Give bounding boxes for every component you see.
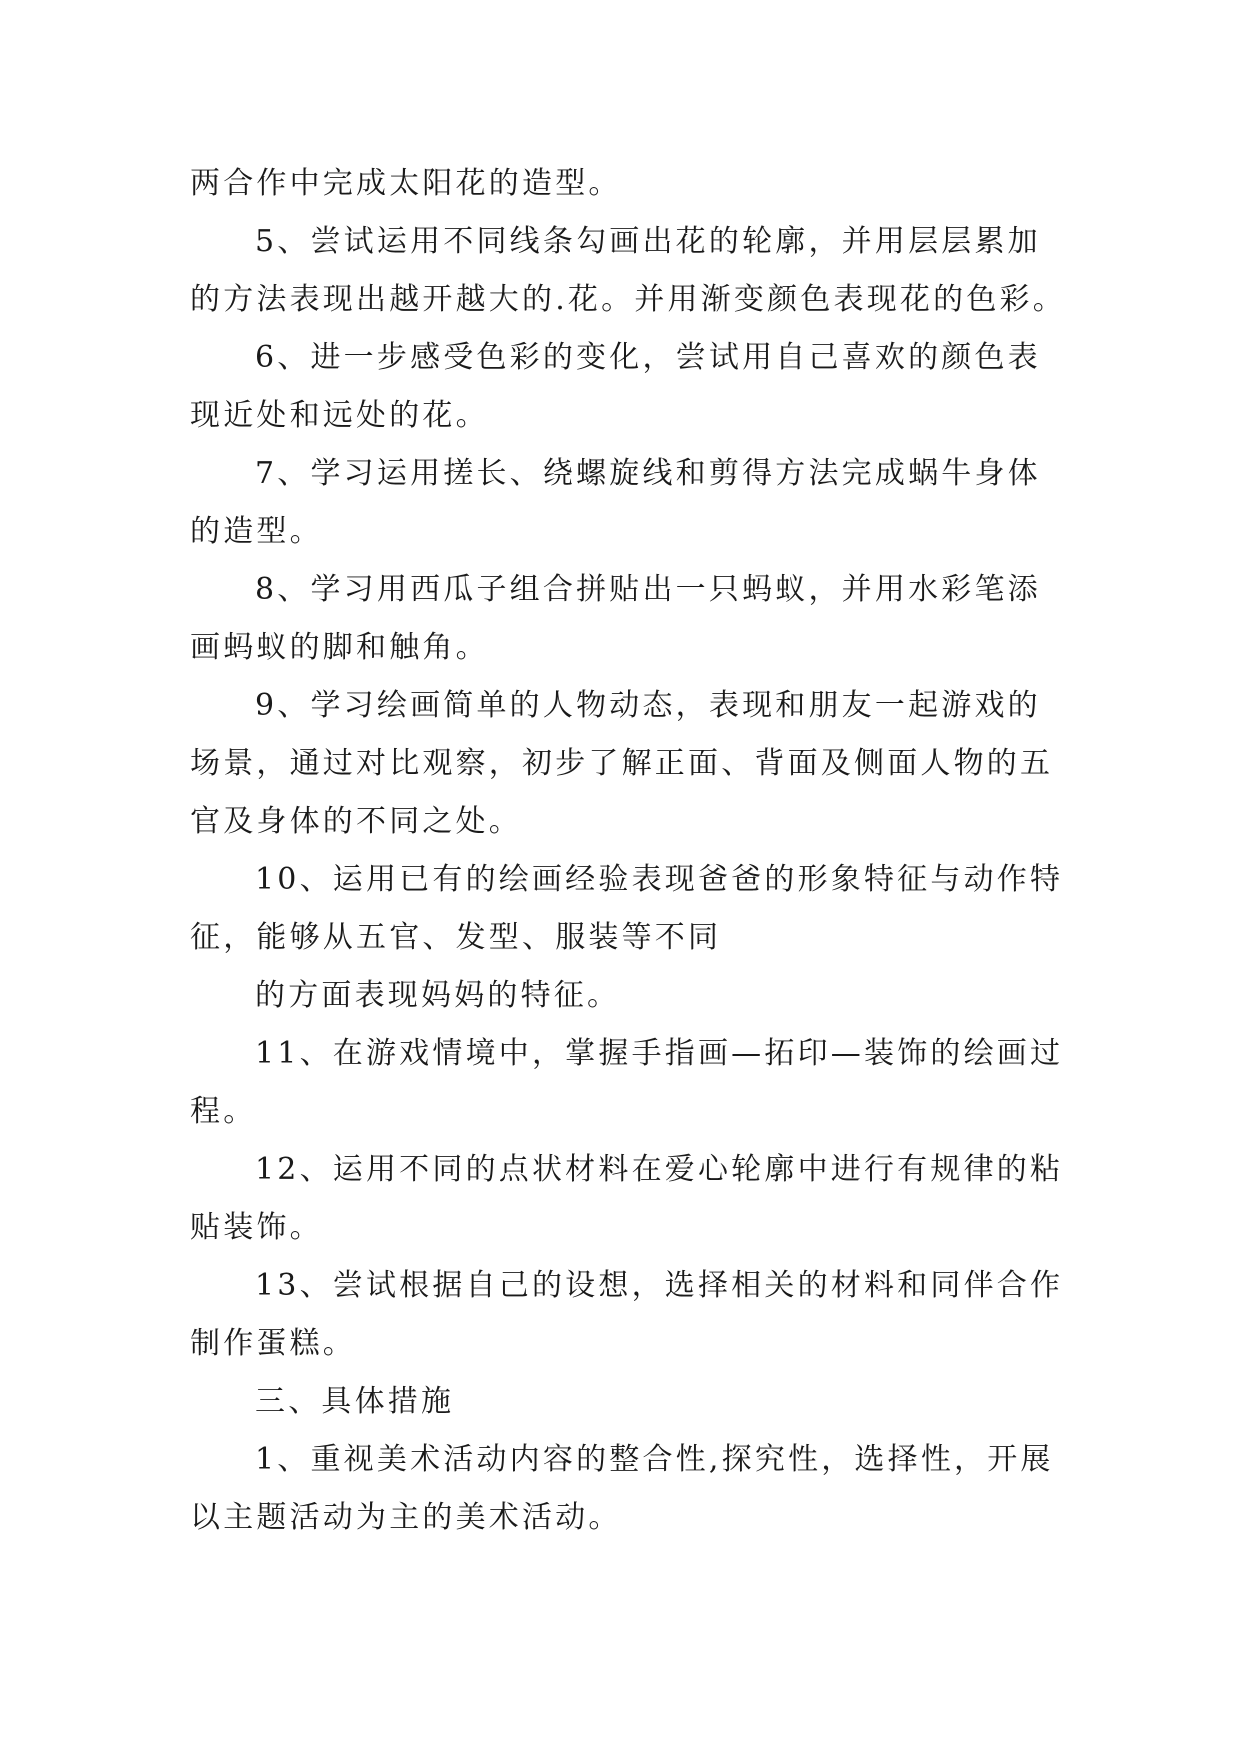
text-line: 官及身体的不同之处。	[190, 804, 522, 839]
text-line: 6、进一步感受色彩的变化，尝试用自己喜欢的颜色表	[255, 340, 1041, 375]
text-line: 13、尝试根据自己的设想，选择相关的材料和同伴合作	[255, 1268, 1064, 1303]
text-line: 程。	[190, 1094, 257, 1129]
text-line: 贴装饰。	[190, 1210, 323, 1245]
text-line: 10、运用已有的绘画经验表现爸爸的形象特征与动作特	[255, 862, 1064, 897]
text-line: 的方面表现妈妈的特征。	[255, 978, 621, 1013]
text-line: 12、运用不同的点状材料在爱心轮廓中进行有规律的粘	[255, 1152, 1064, 1187]
text-line: 11、在游戏情境中，掌握手指画—拓印—装饰的绘画过	[255, 1036, 1064, 1071]
text-line: 的方法表现出越开越大的.花。并用渐变颜色表现花的色彩。	[190, 282, 1066, 317]
text-line: 画蚂蚁的脚和触角。	[190, 630, 489, 665]
text-line: 的造型。	[190, 514, 323, 549]
text-line: 8、学习用西瓜子组合拼贴出一只蚂蚁，并用水彩笔添	[255, 572, 1041, 607]
text-line: 1、重视美术活动内容的整合性,探究性，选择性，开展	[255, 1442, 1054, 1477]
text-line: 场景，通过对比观察，初步了解正面、背面及侧面人物的五	[190, 746, 1054, 781]
text-line: 以主题活动为主的美术活动。	[190, 1500, 622, 1535]
text-line: 9、学习绘画简单的人物动态，表现和朋友一起游戏的	[255, 688, 1041, 723]
text-line: 7、学习运用搓长、绕螺旋线和剪得方法完成蜗牛身体	[255, 456, 1041, 491]
text-line: 征，能够从五官、发型、服装等不同	[190, 920, 722, 955]
text-line: 两合作中完成太阳花的造型。	[190, 166, 622, 201]
text-line: 现近处和远处的花。	[190, 398, 489, 433]
text-line: 5、尝试运用不同线条勾画出花的轮廓，并用层层累加	[255, 224, 1041, 259]
text-line: 制作蛋糕。	[190, 1326, 356, 1361]
section-heading: 三、具体措施	[255, 1384, 455, 1419]
